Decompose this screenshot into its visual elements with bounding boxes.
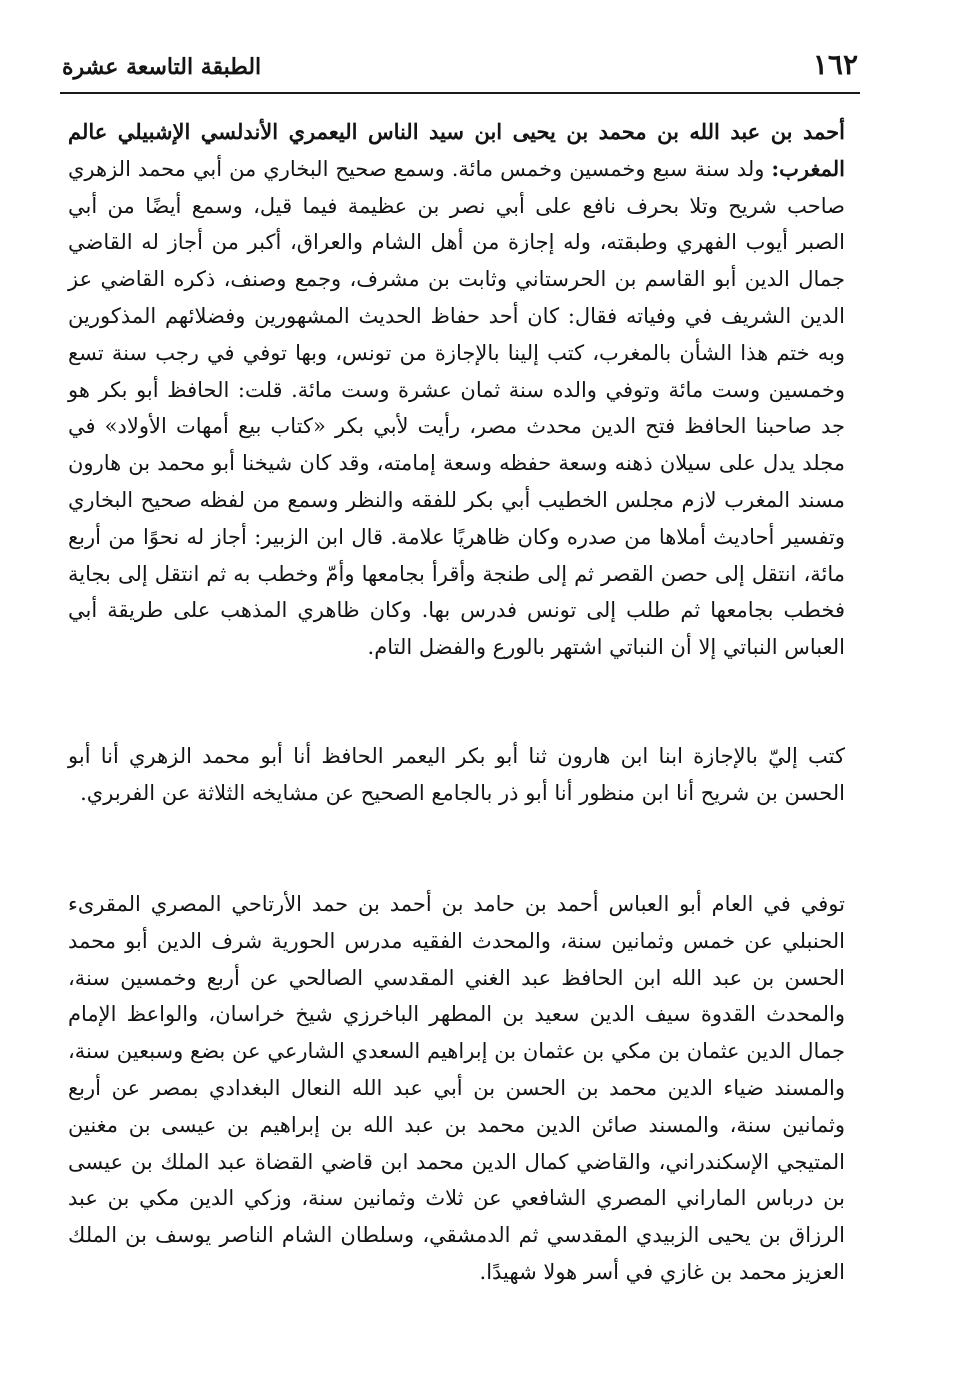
obituaries-paragraph [68,886,845,1291]
isnad-paragraph [68,738,845,812]
entry-text: ولد سنة سبع وخمسين وخمس مائة. وسمع صحيح البخاري من أبي محمد الزهري صاحب شريح وتلا بحرف نافع على أبي نصر بن عظيمة فيما قيل، وسمع أيضًا من أبي الصبر أيوب الفهري وطبقته، وله إجازة من أهل الشام والعراق، أكبر من أجاز له القاضي جمال الدين أبو القاسم بن الحرستاني وثابت بن مشرف، وجمع وصنف، ذكره القاضي عز الدين الشريف في وفياته فقال: كان أحد حفاظ الحديث المشهورين وفضلائهم المذكورين وبه ختم هذا الشأن بالمغرب، كتب إلينا بالإجازة من تونس، وبها توفي في رجب سنة تسع وخمسين وست مائة وتوفي والده سنة ثمان عشرة وست مائة. قلت: الحافظ أبو بكر هو جد صاحبنا الحافظ فتح الدين محدث مصر، رأيت لأبي بكر «كتاب بيع أمهات الأولاد» في مجلد يدل على سيلان ذهنه وسعة حفظه وسعة إمامته، وقد كان شيخنا أبو محمد بن هارون مسند المغرب لازم مجلس الخطيب أبي بكر للفقه والنظر وسمع من لفظه صحيح البخاري وتفسير أحاديث أملاها من صدره وكان ظاهريًا علامة. قال ابن الزبير: أجاز له نحوًا من أربع مائة، انتقل إلى حصن القصر ثم إلى طنجة وأقرأ بجامعها وأمّ وخطب به ثم انتقل إلى بجاية فخطب بجامعها ثم طلب إلى تونس فدرس بها. وكان ظاهري المذهب على طريقة أبي العباس النباتي إلا أن النباتي اشتهر بالورع والفضل التام. [68,156,845,660]
section-title: الطبقة التاسعة عشرة [62,54,262,80]
entry-paragraph [68,114,845,666]
entry-text: كتب إليّ بالإجازة ابنا ابن هارون ثنا أبو بكر اليعمر الحافظ أنا أبو محمد الزهري أنا أبو الحسن بن شريح أنا ابن منظور أنا أبو ذر بالجامع الصحيح عن مشايخه الثلاثة عن الفربري. [68,744,845,805]
header-rule [60,92,860,94]
biography-entry [68,114,845,666]
entry-headword: أحمد بن عبد الله بن محمد بن يحيى ابن سيد الناس اليعمري الأندلسي الإشبيلي عالم المغرب: [68,119,845,181]
entry-text: توفي في العام أبو العباس أحمد بن حامد بن أحمد بن حمد الأرتاحي المصري المقرىء الحنبلي عن خمس وثمانين سنة، والمحدث الفقيه مدرس الحورية شرف الدين أبو محمد الحسن بن عبد الله ابن الحافظ عبد الغني المقدسي الصالحي عن أربع وخمسين سنة، والمحدث القدوة سيف الدين سعيد بن المطهر الباخرزي شيخ خراسان، والواعظ الإمام جمال الدين عثمان بن مكي بن عثمان بن إبراهيم السعدي الشارعي عن بضع وسبعين سنة، والمسند ضياء الدين محمد بن الحسن بن أبي عبد الله النعال البغدادي بمصر عن أربع وثمانين سنة، والمسند صائن الدين محمد بن عبد الله بن إبراهيم بن عيسى بن مغنين المتيجي الإسكندراني، والقاضي كمال الدين محمد ابن قاضي القضاة عبد الملك بن عيسى بن درباس الماراني المصري الشافعي عن ثلاث وثمانين سنة، وزكي الدين مكي بن عبد الرزاق بن يحيى الزبيدي المقدسي ثم الدمشقي، وسلطان الشام الناصر يوسف بن الملك العزيز محمد بن غازي في أسر هولا شهيدًا. [68,892,845,1284]
page-number: ١٦٢ [812,48,858,81]
running-header [62,38,858,82]
